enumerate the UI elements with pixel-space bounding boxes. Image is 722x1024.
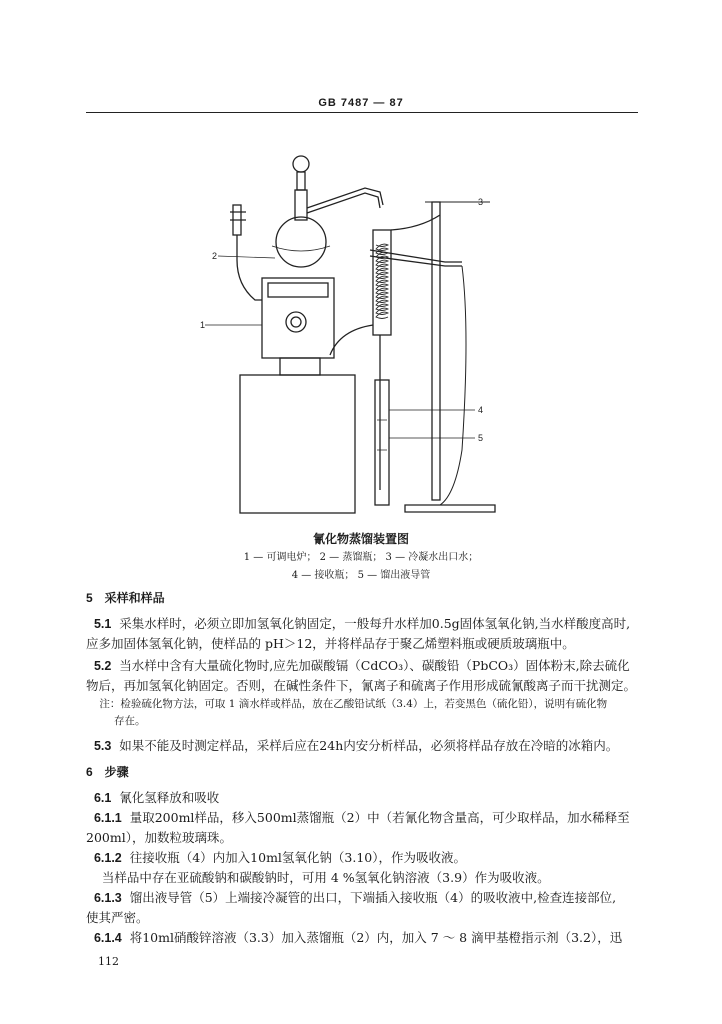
iron-stand-rod (432, 202, 440, 500)
paragraph-6-1-1: 6.1.1 量取200ml样品，移入500ml蒸馏瓶（2）中（若氰化物含量高，可少取样品，加水稀释至 200ml），加数粒玻璃珠。 (86, 810, 630, 845)
callout-5: 5 (478, 433, 484, 443)
callout-2: 2 (212, 251, 218, 261)
figure-caption-legend-2: 4 — 接收瓶； 5 — 馏出液导管 (291, 570, 431, 581)
receiving-flask (375, 380, 389, 505)
section-5-heading: 5 采样和样品 (86, 591, 165, 605)
paragraph-6-1-4: 6.1.4 将10ml硝酸锌溶液（3.3）加入蒸馏瓶（2）内，加入 7 ～ 8 滴甲基橙指示剂（3.2），迅 (93, 930, 623, 945)
paragraph-5-1: 5.1 采集水样时，必须立即加氢氧化钠固定，一般每升水样加0.5g固体氢氧化钠,当水样酸度高时, 应多加固体氢氧化钠，使样品的 pH＞12，并将样品存于聚乙烯塑料瓶或硬质玻璃瓶中。 (86, 616, 631, 651)
note-sulfide-test: 注：检验硫化物方法，可取 1 滴水样或样品，放在乙酸铅试纸（3.4）上，若变黑色（硫化铅），说明有硫化物 存在。 (99, 698, 608, 727)
subsection-6-1: 6.1 氰化氢释放和吸收 (93, 790, 220, 805)
standard-code-header: GB 7487 — 87 (318, 97, 404, 109)
figure-caption-title: 氰化物蒸馏装置图 (312, 532, 409, 546)
section-6-heading: 6 步骤 (86, 765, 129, 779)
callout-4: 4 (478, 405, 484, 415)
callout-1: 1 (200, 320, 206, 330)
callout-3: 3 (478, 197, 484, 207)
distillation-flask (276, 217, 326, 267)
cyanide-distillation-apparatus-figure (200, 150, 500, 520)
paragraph-6-1-2: 6.1.2 往接收瓶（4）内加入10ml氢氧化钠（3.10），作为吸收液。 当样品中存在亚硫酸钠和碳酸钠时，可用 4 %氢氧化钠溶液（3.9）作为吸收液。 (93, 850, 550, 885)
paragraph-6-1-3: 6.1.3 馏出液导管（5）上端接冷凝管的出口，下端插入接收瓶（4）的吸收液中,检查连接部位, 使其严密。 (86, 890, 617, 925)
header-rule (86, 112, 638, 113)
paragraph-5-3: 5.3 如果不能及时测定样品，采样后应在24h内安分析样品，必须将样品存放在冷暗的冰箱内。 (93, 738, 619, 753)
figure-caption-legend-1: 1 — 可调电炉； 2 — 蒸馏瓶； 3 — 冷凝水出口水； (243, 552, 479, 563)
paragraph-5-2: 5.2 当水样中含有大量硫化物时,应先加碳酸镉（CdCO₃）、碳酸铅（PbCO₃）固体粉末,除去硫化 物后，再加氢氧化钠固定。否则，在碱性条件下，氰离子和硫离子作用形成硫氰酸离子而干扰测定。 (86, 658, 637, 693)
heater-base-box (240, 375, 355, 513)
page-number: 112 (98, 955, 119, 968)
